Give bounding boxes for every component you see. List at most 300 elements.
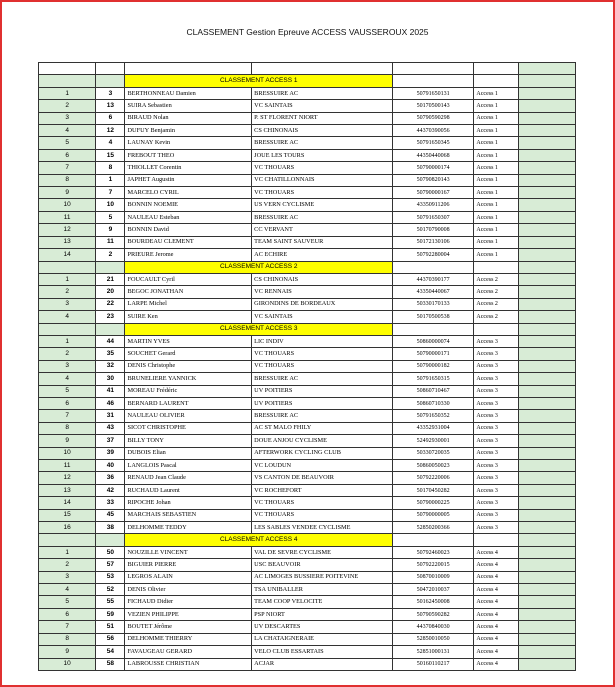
club-cell: BRESSUIRE AC [252, 137, 393, 149]
licence-cell: 50860710467 [392, 385, 473, 397]
empty-cell [518, 385, 575, 397]
empty-cell [518, 497, 575, 509]
club-cell: VC RENNAIS [252, 286, 393, 298]
rank-cell: 4 [39, 311, 96, 323]
dossard-cell: 10 [96, 199, 125, 211]
table-row [39, 112, 576, 124]
rank-cell: 1 [39, 273, 96, 285]
category-cell: Access 1 [474, 249, 518, 261]
licence-cell: 50790000005 [392, 509, 473, 521]
licence-cell: 50330170133 [392, 298, 473, 310]
name-cell: BOUTET Jérôme [125, 621, 252, 633]
licence-cell: 50791650131 [392, 87, 473, 99]
name-cell: BOURDEAU CLEMENT [125, 236, 252, 248]
category-cell: Access 4 [474, 621, 518, 633]
empty-cell [518, 311, 575, 323]
dossard-cell: 41 [96, 385, 125, 397]
licence-cell: 50170500143 [392, 100, 473, 112]
rank-cell: 3 [39, 112, 96, 124]
name-cell: LEGROS ALAIN [125, 571, 252, 583]
dossard-cell: 37 [96, 435, 125, 447]
dossard-cell: 58 [96, 658, 125, 670]
rank-cell: 7 [39, 621, 96, 633]
club-cell: VAL DE SEVRE CYCLISME [252, 546, 393, 558]
rank-cell: 2 [39, 100, 96, 112]
club-cell: DOUE ANJOU CYCLISME [252, 435, 393, 447]
empty-cell [518, 162, 575, 174]
licence-cell: 43350911206 [392, 199, 473, 211]
category-cell: Access 2 [474, 286, 518, 298]
name-cell: BIRAUD Nolan [125, 112, 252, 124]
rank-cell: 2 [39, 348, 96, 360]
table-row [39, 174, 576, 186]
category-cell: Access 1 [474, 174, 518, 186]
dossard-cell: 22 [96, 298, 125, 310]
licence-cell: 44370390056 [392, 125, 473, 137]
dossard-cell: 31 [96, 410, 125, 422]
empty-cell [518, 174, 575, 186]
category-cell: Access 1 [474, 137, 518, 149]
rank-cell: 9 [39, 187, 96, 199]
table-row [39, 509, 576, 521]
empty-cell [518, 286, 575, 298]
licence-cell: 43350440067 [392, 286, 473, 298]
table-row [39, 596, 576, 608]
name-cell: SICOT CHRISTOPHE [125, 422, 252, 434]
name-cell: LAUNAY Kevin [125, 137, 252, 149]
club-cell: TEAM COOP VELOCITE [252, 596, 393, 608]
rank-cell: 13 [39, 484, 96, 496]
table-row [39, 311, 576, 323]
category-cell: Access 3 [474, 497, 518, 509]
rank-cell: 2 [39, 559, 96, 571]
category-cell: Access 2 [474, 298, 518, 310]
category-cell: Access 3 [474, 435, 518, 447]
category-cell: Access 3 [474, 522, 518, 534]
table-row [39, 249, 576, 261]
dossard-cell: 23 [96, 311, 125, 323]
dossard-cell: 43 [96, 422, 125, 434]
rank-cell: 1 [39, 335, 96, 347]
table-row [39, 162, 576, 174]
rank-cell: 6 [39, 149, 96, 161]
rank-cell: 1 [39, 87, 96, 99]
table-row [39, 658, 576, 670]
dossard-cell: 6 [96, 112, 125, 124]
dossard-cell: 50 [96, 546, 125, 558]
name-cell: NAULEAU OLIVIER [125, 410, 252, 422]
club-cell: TSA UNIBALLER [252, 584, 393, 596]
rank-cell: 3 [39, 298, 96, 310]
rank-cell: 11 [39, 460, 96, 472]
empty-cell [518, 125, 575, 137]
category-cell: Access 3 [474, 335, 518, 347]
category-cell: Access 3 [474, 447, 518, 459]
empty-cell [518, 236, 575, 248]
table-row [39, 100, 576, 112]
club-cell: VC THOUARS [252, 348, 393, 360]
empty-cell [518, 658, 575, 670]
licence-cell: 50330720035 [392, 447, 473, 459]
dossard-cell: 35 [96, 348, 125, 360]
licence-cell: 50170790008 [392, 224, 473, 236]
name-cell: BERTHONNEAU Damien [125, 87, 252, 99]
name-cell: BONNIN David [125, 224, 252, 236]
rank-cell: 6 [39, 397, 96, 409]
licence-cell: 50860710330 [392, 397, 473, 409]
category-cell: Access 1 [474, 224, 518, 236]
rank-cell: 1 [39, 546, 96, 558]
name-cell: BIGUIER PIERRE [125, 559, 252, 571]
licence-cell: 50790000225 [392, 497, 473, 509]
club-cell: VC ROCHEFORT [252, 484, 393, 496]
table-row [39, 422, 576, 434]
licence-cell: 50790590282 [392, 608, 473, 620]
dossard-cell: 40 [96, 460, 125, 472]
category-cell: Access 3 [474, 360, 518, 372]
name-cell: RUCHAUD Laurent [125, 484, 252, 496]
table-row [39, 559, 576, 571]
empty-cell [518, 633, 575, 645]
table-row [39, 286, 576, 298]
empty-cell [518, 522, 575, 534]
club-cell: BRESSUIRE AC [252, 211, 393, 223]
licence-cell: 50791650307 [392, 211, 473, 223]
rank-cell: 10 [39, 199, 96, 211]
dossard-cell: 3 [96, 87, 125, 99]
name-cell: SOUCHET Gerard [125, 348, 252, 360]
rank-cell: 15 [39, 509, 96, 521]
licence-cell: 50172130106 [392, 236, 473, 248]
category-cell: Access 4 [474, 646, 518, 658]
category-cell: Access 4 [474, 559, 518, 571]
rank-cell: 10 [39, 447, 96, 459]
club-cell: AC LIMOGES BUSSIERE POITEVINE [252, 571, 393, 583]
category-cell: Access 4 [474, 546, 518, 558]
category-cell: Access 1 [474, 100, 518, 112]
rank-cell: 6 [39, 608, 96, 620]
licence-cell: 50790590298 [392, 112, 473, 124]
dossard-cell: 9 [96, 224, 125, 236]
empty-cell [518, 249, 575, 261]
category-cell: Access 4 [474, 633, 518, 645]
licence-cell: 50790000182 [392, 360, 473, 372]
name-cell: BILLY TONY [125, 435, 252, 447]
rank-cell: 14 [39, 249, 96, 261]
table-row [39, 87, 576, 99]
name-cell: MARTIN YVES [125, 335, 252, 347]
club-cell: BRESSUIRE AC [252, 87, 393, 99]
table-row [39, 385, 576, 397]
rank-cell: 14 [39, 497, 96, 509]
empty-cell [518, 373, 575, 385]
category-cell: Access 1 [474, 199, 518, 211]
rank-cell: 3 [39, 360, 96, 372]
club-cell: VC THOUARS [252, 509, 393, 521]
category-cell: Access 4 [474, 608, 518, 620]
club-cell: TEAM SAINT SAUVEUR [252, 236, 393, 248]
category-cell: Access 3 [474, 348, 518, 360]
licence-cell: 52492930001 [392, 435, 473, 447]
name-cell: FREBOUT THEO [125, 149, 252, 161]
empty-cell [518, 646, 575, 658]
category-cell: Access 1 [474, 149, 518, 161]
licence-cell: 50870010009 [392, 571, 473, 583]
name-cell: LARPE Michel [125, 298, 252, 310]
dossard-cell: 55 [96, 596, 125, 608]
club-cell: UV POITIERS [252, 397, 393, 409]
rank-cell: 13 [39, 236, 96, 248]
table-row [39, 410, 576, 422]
licence-cell: 44370390177 [392, 273, 473, 285]
rank-cell: 4 [39, 125, 96, 137]
table-row [39, 646, 576, 658]
licence-cell: 50790000167 [392, 187, 473, 199]
category-cell: Access 3 [474, 484, 518, 496]
section-header-row [39, 75, 576, 87]
club-cell: USC BEAUVOIR [252, 559, 393, 571]
category-cell: Access 3 [474, 460, 518, 472]
rank-cell: 12 [39, 224, 96, 236]
table-row [39, 633, 576, 645]
rank-cell: 4 [39, 584, 96, 596]
licence-cell: 50792460023 [392, 546, 473, 558]
licence-cell: 50790000174 [392, 162, 473, 174]
table-row [39, 125, 576, 137]
name-cell: RIPOCHE Johan [125, 497, 252, 509]
table-row [39, 608, 576, 620]
dossard-cell: 32 [96, 360, 125, 372]
dossard-cell: 8 [96, 162, 125, 174]
empty-cell [518, 187, 575, 199]
licence-cell: 50790000171 [392, 348, 473, 360]
club-cell: VS CANTON DE BEAUVOIR [252, 472, 393, 484]
name-cell: MARCELO CYRIL [125, 187, 252, 199]
table-row [39, 149, 576, 161]
club-cell: VC THOUARS [252, 497, 393, 509]
licence-cell: 50791650352 [392, 410, 473, 422]
dossard-cell: 5 [96, 211, 125, 223]
dossard-cell: 15 [96, 149, 125, 161]
licence-cell: 50790820143 [392, 174, 473, 186]
dossard-cell: 30 [96, 373, 125, 385]
category-cell: Access 3 [474, 410, 518, 422]
club-cell: UV DESCARTES [252, 621, 393, 633]
section-header-row [39, 261, 576, 273]
empty-cell [518, 335, 575, 347]
name-cell: DELHOMME THIERRY [125, 633, 252, 645]
name-cell: SUIRE Ken [125, 311, 252, 323]
section-header: CLASSEMENT ACCESS 4 [125, 534, 392, 546]
table-row [39, 484, 576, 496]
club-cell: BRESSUIRE AC [252, 373, 393, 385]
licence-cell: 50792220006 [392, 472, 473, 484]
empty-cell [518, 584, 575, 596]
name-cell: FAVAUGEAU GERARD [125, 646, 252, 658]
table-row [39, 211, 576, 223]
empty-cell [518, 397, 575, 409]
rank-cell: 5 [39, 596, 96, 608]
dossard-cell: 57 [96, 559, 125, 571]
dossard-cell: 46 [96, 397, 125, 409]
category-cell: Access 3 [474, 509, 518, 521]
licence-cell: 50791650315 [392, 373, 473, 385]
club-cell: US VERN CYCLISME [252, 199, 393, 211]
rank-cell: 8 [39, 174, 96, 186]
name-cell: BONNIN NOEMIE [125, 199, 252, 211]
rank-cell: 4 [39, 373, 96, 385]
rank-cell: 10 [39, 658, 96, 670]
club-cell: VC CHATILLONNAIS [252, 174, 393, 186]
section-header-row [39, 534, 576, 546]
name-cell: DUFUY Benjamin [125, 125, 252, 137]
empty-cell [518, 608, 575, 620]
table-row [39, 348, 576, 360]
dossard-cell: 53 [96, 571, 125, 583]
dossard-cell: 56 [96, 633, 125, 645]
dossard-cell: 4 [96, 137, 125, 149]
table-row [39, 360, 576, 372]
top-blank-row [39, 63, 576, 75]
empty-cell [518, 484, 575, 496]
club-cell: LA CHATAIGNERAIE [252, 633, 393, 645]
category-cell: Access 1 [474, 211, 518, 223]
empty-cell [518, 559, 575, 571]
table-row [39, 435, 576, 447]
dossard-cell: 44 [96, 335, 125, 347]
empty-cell [518, 273, 575, 285]
table-row [39, 236, 576, 248]
name-cell: PRIEURE Jerome [125, 249, 252, 261]
empty-cell [518, 546, 575, 558]
category-cell: Access 3 [474, 385, 518, 397]
empty-cell [518, 211, 575, 223]
rank-cell: 7 [39, 410, 96, 422]
dossard-cell: 13 [96, 100, 125, 112]
name-cell: FICHAUD Didier [125, 596, 252, 608]
club-cell: CC VERVANT [252, 224, 393, 236]
name-cell: RENAUD Jean Claude [125, 472, 252, 484]
club-cell: AC ST MALO FHILY [252, 422, 393, 434]
category-cell: Access 4 [474, 596, 518, 608]
empty-cell [518, 137, 575, 149]
dossard-cell: 36 [96, 472, 125, 484]
club-cell: JOUE LES TOURS [252, 149, 393, 161]
empty-cell [518, 360, 575, 372]
licence-cell: 44370840030 [392, 621, 473, 633]
name-cell: BRUNELIERE YANNICK [125, 373, 252, 385]
category-cell: Access 1 [474, 162, 518, 174]
licence-cell: 50792280004 [392, 249, 473, 261]
empty-cell [518, 571, 575, 583]
licence-cell: 52850010050 [392, 633, 473, 645]
table-row [39, 298, 576, 310]
category-cell: Access 3 [474, 397, 518, 409]
club-cell: AC ECHIRE [252, 249, 393, 261]
name-cell: VEZIEN PHILIPPE [125, 608, 252, 620]
dossard-cell: 54 [96, 646, 125, 658]
name-cell: DENIS Christophe [125, 360, 252, 372]
section-header: CLASSEMENT ACCESS 1 [125, 75, 392, 87]
table-row [39, 447, 576, 459]
club-cell: PSP NIORT [252, 608, 393, 620]
section-header-row [39, 323, 576, 335]
club-cell: VC SAINTAIS [252, 100, 393, 112]
licence-cell: 50472010037 [392, 584, 473, 596]
name-cell: LABROUSSE CHRISTIAN [125, 658, 252, 670]
club-cell: VC LOUDUN [252, 460, 393, 472]
club-cell: BRESSUIRE AC [252, 410, 393, 422]
table-row [39, 273, 576, 285]
licence-cell: 50792220015 [392, 559, 473, 571]
name-cell: DENIS Olivier [125, 584, 252, 596]
category-cell: Access 1 [474, 236, 518, 248]
club-cell: CS CHINONAIS [252, 125, 393, 137]
licence-cell: 44350440068 [392, 149, 473, 161]
dossard-cell: 52 [96, 584, 125, 596]
name-cell: MOREAU Frédéric [125, 385, 252, 397]
club-cell: VC THOUARS [252, 187, 393, 199]
empty-cell [518, 224, 575, 236]
dossard-cell: 1 [96, 174, 125, 186]
dossard-cell: 42 [96, 484, 125, 496]
club-cell: VC SAINTAIS [252, 311, 393, 323]
empty-cell [518, 112, 575, 124]
licence-cell: 52850200366 [392, 522, 473, 534]
rank-cell: 12 [39, 472, 96, 484]
dossard-cell: 11 [96, 236, 125, 248]
table-row [39, 460, 576, 472]
licence-cell: 50162450008 [392, 596, 473, 608]
rank-cell: 11 [39, 211, 96, 223]
dossard-cell: 51 [96, 621, 125, 633]
results-table [38, 62, 576, 671]
licence-cell: 43352931004 [392, 422, 473, 434]
club-cell: LES SABLES VENDEE CYCLISME [252, 522, 393, 534]
category-cell: Access 4 [474, 584, 518, 596]
table-row [39, 584, 576, 596]
name-cell: NOUZILLE VINCENT [125, 546, 252, 558]
table-row [39, 199, 576, 211]
table-row [39, 397, 576, 409]
name-cell: BERNARD LAURENT [125, 397, 252, 409]
name-cell: LANGLOIS Pascal [125, 460, 252, 472]
dossard-cell: 20 [96, 286, 125, 298]
dossard-cell: 39 [96, 447, 125, 459]
club-cell: VELO CLUB ESSARTAIS [252, 646, 393, 658]
rank-cell: 9 [39, 646, 96, 658]
table-row [39, 472, 576, 484]
licence-cell: 50170450282 [392, 484, 473, 496]
category-cell: Access 1 [474, 112, 518, 124]
empty-cell [518, 435, 575, 447]
empty-cell [518, 596, 575, 608]
dossard-cell: 7 [96, 187, 125, 199]
empty-cell [518, 410, 575, 422]
name-cell: JAPHET Augustin [125, 174, 252, 186]
licence-cell: 50791650345 [392, 137, 473, 149]
name-cell: DUBOIS Elian [125, 447, 252, 459]
empty-cell [518, 87, 575, 99]
rank-cell: 16 [39, 522, 96, 534]
empty-cell [518, 298, 575, 310]
empty-cell [518, 621, 575, 633]
results-body [39, 63, 576, 671]
name-cell: THIOLLET Corentin [125, 162, 252, 174]
category-cell: Access 1 [474, 125, 518, 137]
empty-cell [518, 447, 575, 459]
rank-cell: 9 [39, 435, 96, 447]
